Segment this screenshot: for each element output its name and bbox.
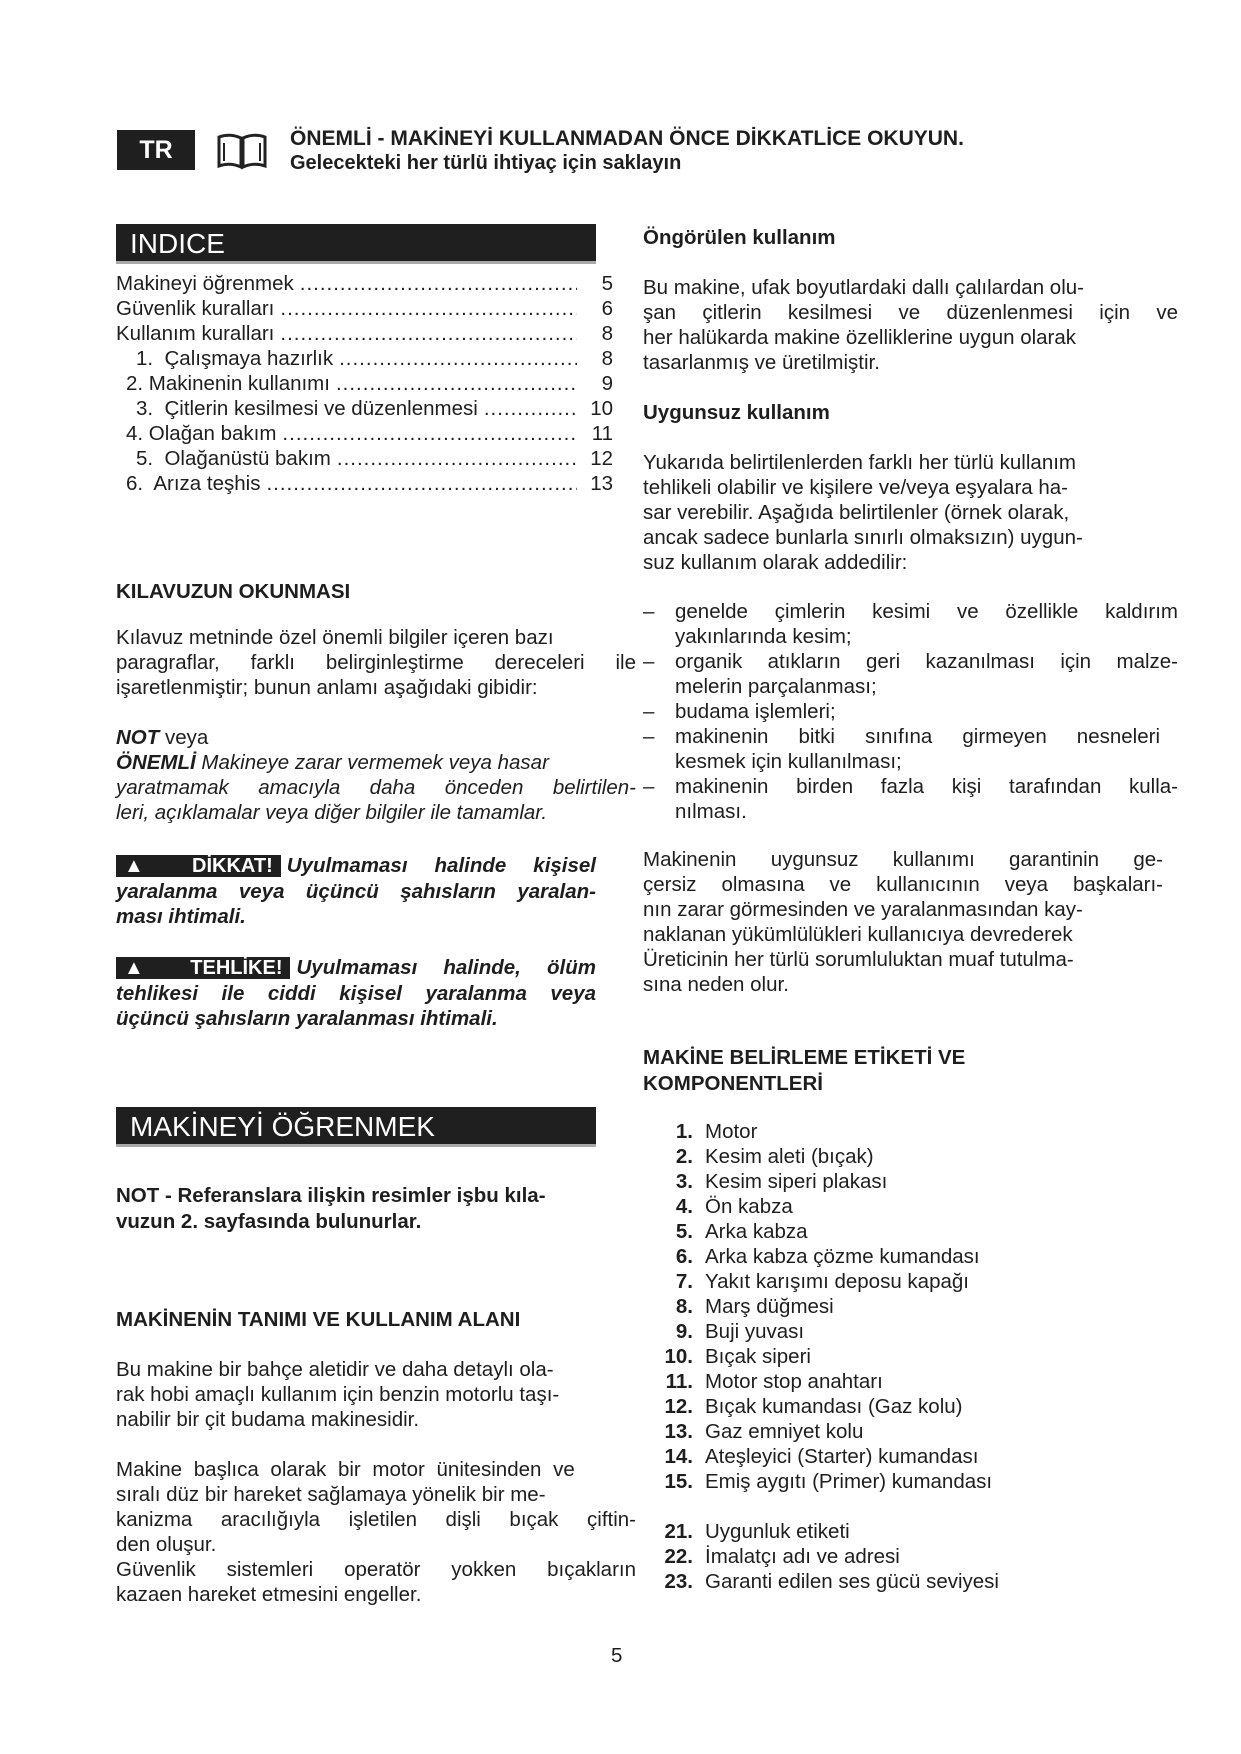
table-of-contents — [116, 272, 613, 497]
list-item: 21. Uygunluk etiketi — [664, 1520, 850, 1543]
list-item: – budama işlemleri; — [643, 700, 836, 723]
list-item: 23. Garanti edilen ses gücü seviyesi — [664, 1570, 999, 1593]
intended-use-title: Öngörülen kullanım — [643, 226, 836, 249]
guide-note: NOT veya ÖNEMLİ Makineye zarar vermemek veya hasar yaratmamak amacıyla daha önceden belirtilen- leri, açıklamalar veya diğer bilgiler ile tamamlar. — [116, 726, 636, 824]
page-number: 5 — [611, 1644, 623, 1667]
toc-item[interactable]: 3. Çitlerin kesilmesi ve düzenlenmesi ..... 10 — [116, 397, 613, 422]
book-icon — [216, 131, 268, 171]
guide-intro: Kılavuz metninde özel önemli bilgiler içeren bazı paragraflar, farklı belirginleştirme dereceleri ile işaretlenmiştir; bunun anlamı aşağıdaki gibidir: — [116, 626, 636, 699]
components-list — [643, 1120, 1163, 1595]
list-item: 13. Gaz emniyet kolu — [664, 1420, 864, 1443]
list-item: 1. Motor — [675, 1120, 758, 1143]
list-item: 15. Emiş aygıtı (Primer) kumandası — [664, 1470, 993, 1493]
list-item: 6. Arka kabza çözme kumandası — [675, 1245, 980, 1268]
header-warning: ÖNEMLİ - MAKİNEYİ KULLANMADAN ÖNCE DİKKATLİCE OKUYUN. — [290, 127, 964, 150]
guide-title: KILAVUZUN OKUNMASI — [116, 580, 351, 603]
caution-block: ▲ DİKKAT! Uyulmaması halinde kişisel yaralanma veya üçüncü şahısların yaralan- ması ihtimali. — [116, 854, 597, 928]
caution-tag: ▲ DİKKAT! — [116, 855, 281, 877]
list-item: 3. Kesim siperi plakası — [675, 1170, 888, 1193]
toc-item[interactable]: 5. Olağanüstü bakım ..... 12 — [116, 447, 613, 472]
header-subtitle: Gelecekteki her türlü ihtiyaç için saklayın — [290, 152, 682, 174]
list-item: 14. Ateşleyici (Starter) kumandası — [664, 1445, 979, 1468]
list-item: 8. Marş düğmesi — [675, 1295, 834, 1318]
description-title: MAKİNENİN TANIMI VE KULLANIM ALANI — [116, 1308, 521, 1331]
intended-use-text: Bu makine, ufak boyutlardaki dallı çalılardan olu- şan çitlerin kesilmesi ve düzenlenmesi için ve her halükarda makine özelliklerine uygun olarak tasarlanmış ve üretilmiştir. — [643, 276, 1178, 374]
list-item: 4. Ön kabza — [675, 1195, 793, 1218]
toc-item[interactable]: Makineyi öğrenmek ..... 5 — [116, 272, 613, 297]
list-item: – makinenin birden fazla kişi tarafından kulla- nılması. — [643, 775, 1178, 823]
danger-block: ▲ TEHLİKE! Uyulmaması halinde, ölüm tehlikesi ile ciddi kişisel yaralanma veya üçüncü şahısların yaralanması ihtimali. — [116, 956, 596, 1030]
improper-use-text: Yukarıda belirtilenlerden farklı her türlü kullanım tehlikeli olabilir ve kişilere ve/veya eşyalara ha- sar verebilir. Aşağıda belirtilenler (örnek olarak, ancak sadece bunlarla sınırlı olmaksızın) uygun- suz kullanım olarak addedilir: — [643, 451, 1083, 574]
list-item: 22. İmalatçı adı ve adresi — [664, 1545, 900, 1568]
list-item: 7. Yakıt karışımı deposu kapağı — [675, 1270, 969, 1293]
list-item: 9. Buji yuvası — [675, 1320, 805, 1343]
learn-title: MAKİNEYİ ÖĞRENMEK — [116, 1107, 596, 1147]
improper-use-list — [643, 599, 1178, 824]
description-paragraph: Bu makine bir bahçe aletidir ve daha detaylı ola- rak hobi amaçlı kullanım için benzin motorlu taşı- nabilir bir çit budama makinesidir. — [116, 1358, 560, 1431]
toc-item[interactable]: 4. Olağan bakım ..... 11 — [116, 422, 613, 447]
language-badge: TR — [117, 130, 195, 170]
list-item: 12. Bıçak kumandası (Gaz kolu) — [664, 1395, 963, 1418]
toc-item[interactable]: 6. Arıza teşhis ..... 13 — [116, 472, 613, 497]
danger-tag: ▲ TEHLİKE! — [116, 957, 290, 979]
label-title: MAKİNE BELİRLEME ETİKETİ VE KOMPONENTLERİ — [643, 1046, 966, 1095]
description-paragraph: Makine başlıca olarak bir motor ünitesinden ve sıralı düz bir hareket sağlamaya yönelik bir me- kanizma aracılığıyla işletilen dişli bıçak çiftin- den oluşur. Güvenlik sistemleri operatör yokken bıçakların kazaen hareket etmesini engeller. — [116, 1458, 636, 1606]
improper-use-title: Uygunsuz kullanım — [643, 401, 830, 424]
index-title: INDICE — [116, 224, 596, 264]
list-item: 11. Motor stop anahtarı — [665, 1370, 883, 1393]
list-item: 5. Arka kabza — [675, 1220, 808, 1243]
list-item: 10. Bıçak siperi — [664, 1345, 811, 1368]
toc-item[interactable]: 1. Çalışmaya hazırlık ..... 8 — [116, 347, 613, 372]
list-item: – genelde çimlerin kesimi ve özellikle kaldırım yakınlarında kesim; — [643, 600, 1178, 648]
toc-item[interactable]: Güvenlik kuralları ..... 6 — [116, 297, 613, 322]
learn-note: NOT - Referanslara ilişkin resimler işbu kıla- vuzun 2. sayfasında bulunurlar. — [116, 1184, 546, 1233]
toc-item[interactable]: Kullanım kuralları ..... 8 — [116, 322, 613, 347]
warranty-text: Makinenin uygunsuz kullanımı garantinin ge- çersiz olmasına ve kullanıcının veya başkaları- nın zarar görmesinden ve yaralanmasından kay- naklanan yükümlülükleri kullanıcıya devrederek Üreticinin her türlü sorumluluktan muaf tutulma- sına neden olur. — [643, 848, 1163, 996]
list-item: – makinenin bitki sınıfına girmeyen nesneleri kesmek için kullanılması; — [643, 725, 1160, 773]
list-item: – organik atıkların geri kazanılması için malze- melerin parçalanması; — [643, 650, 1178, 698]
toc-item[interactable]: 2. Makinenin kullanımı ..... 9 — [116, 372, 613, 397]
list-item: 2. Kesim aleti (bıçak) — [675, 1145, 874, 1168]
